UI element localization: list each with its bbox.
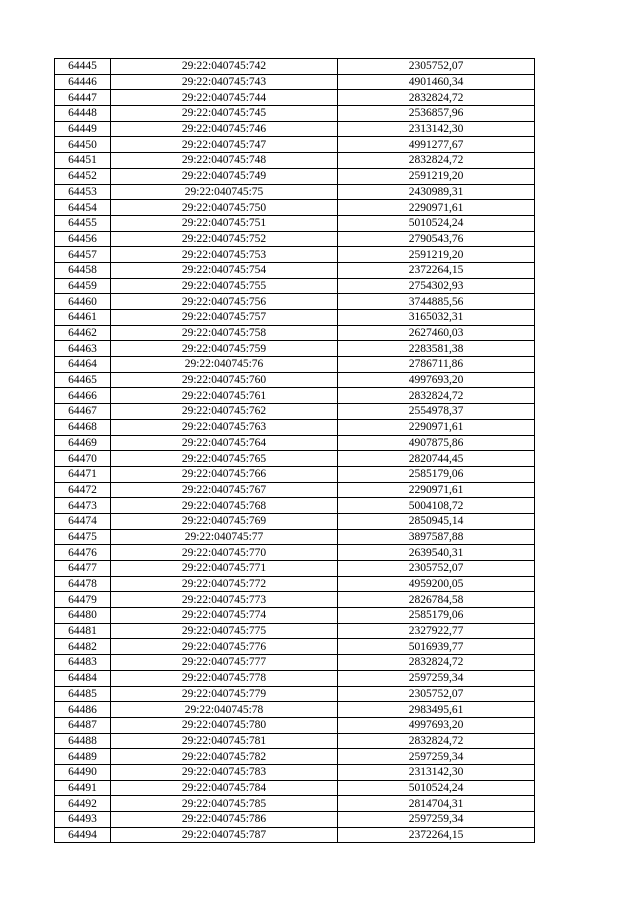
cadastral-number-cell: 29:22:040745:743 bbox=[111, 74, 338, 90]
table-row bbox=[55, 153, 535, 169]
table-row bbox=[55, 780, 535, 796]
row-number-cell: 64461 bbox=[55, 310, 111, 326]
row-number-cell: 64450 bbox=[55, 137, 111, 153]
value-cell: 2290971,61 bbox=[338, 419, 535, 435]
row-number-cell: 64456 bbox=[55, 231, 111, 247]
table-row bbox=[55, 419, 535, 435]
value-cell: 2327922,77 bbox=[338, 623, 535, 639]
row-number-cell: 64447 bbox=[55, 90, 111, 106]
cadastral-number-cell: 29:22:040745:77 bbox=[111, 529, 338, 545]
row-number-cell: 64462 bbox=[55, 325, 111, 341]
row-number-cell: 64473 bbox=[55, 498, 111, 514]
value-cell: 3165032,31 bbox=[338, 310, 535, 326]
table-row bbox=[55, 482, 535, 498]
table-row bbox=[55, 623, 535, 639]
table-row bbox=[55, 513, 535, 529]
cadastral-number-cell: 29:22:040745:78 bbox=[111, 702, 338, 718]
row-number-cell: 64457 bbox=[55, 247, 111, 263]
cadastral-number-cell: 29:22:040745:773 bbox=[111, 592, 338, 608]
cadastral-number-cell: 29:22:040745:785 bbox=[111, 796, 338, 812]
cadastral-number-cell: 29:22:040745:744 bbox=[111, 90, 338, 106]
value-cell: 2591219,20 bbox=[338, 247, 535, 263]
row-number-cell: 64458 bbox=[55, 262, 111, 278]
value-cell: 2597259,34 bbox=[338, 812, 535, 828]
value-cell: 2597259,34 bbox=[338, 749, 535, 765]
cadastral-number-cell: 29:22:040745:764 bbox=[111, 435, 338, 451]
value-cell: 4991277,67 bbox=[338, 137, 535, 153]
table-row bbox=[55, 639, 535, 655]
value-cell: 2430989,31 bbox=[338, 184, 535, 200]
table-row bbox=[55, 310, 535, 326]
value-cell: 2627460,03 bbox=[338, 325, 535, 341]
value-cell: 2290971,61 bbox=[338, 482, 535, 498]
value-cell: 2754302,93 bbox=[338, 278, 535, 294]
cadastral-number-cell: 29:22:040745:761 bbox=[111, 388, 338, 404]
cadastral-number-cell: 29:22:040745:783 bbox=[111, 764, 338, 780]
table-row bbox=[55, 827, 535, 843]
value-cell: 2832824,72 bbox=[338, 733, 535, 749]
table-row bbox=[55, 121, 535, 137]
value-cell: 3744885,56 bbox=[338, 294, 535, 310]
cadastral-number-cell: 29:22:040745:766 bbox=[111, 466, 338, 482]
cadastral-number-cell: 29:22:040745:777 bbox=[111, 655, 338, 671]
cadastral-number-cell: 29:22:040745:754 bbox=[111, 262, 338, 278]
row-number-cell: 64463 bbox=[55, 341, 111, 357]
row-number-cell: 64474 bbox=[55, 513, 111, 529]
cadastral-number-cell: 29:22:040745:767 bbox=[111, 482, 338, 498]
cadastral-number-cell: 29:22:040745:784 bbox=[111, 780, 338, 796]
table-row bbox=[55, 796, 535, 812]
row-number-cell: 64490 bbox=[55, 764, 111, 780]
value-cell: 5010524,24 bbox=[338, 780, 535, 796]
row-number-cell: 64455 bbox=[55, 215, 111, 231]
table-row bbox=[55, 702, 535, 718]
value-cell: 4997693,20 bbox=[338, 717, 535, 733]
cadastral-number-cell: 29:22:040745:779 bbox=[111, 686, 338, 702]
table-row bbox=[55, 59, 535, 75]
row-number-cell: 64451 bbox=[55, 153, 111, 169]
table-row bbox=[55, 608, 535, 624]
value-cell: 2591219,20 bbox=[338, 168, 535, 184]
row-number-cell: 64493 bbox=[55, 812, 111, 828]
table-row bbox=[55, 372, 535, 388]
cadastral-number-cell: 29:22:040745:772 bbox=[111, 576, 338, 592]
value-cell: 2832824,72 bbox=[338, 153, 535, 169]
row-number-cell: 64449 bbox=[55, 121, 111, 137]
cadastral-number-cell: 29:22:040745:782 bbox=[111, 749, 338, 765]
cadastral-number-cell: 29:22:040745:745 bbox=[111, 106, 338, 122]
table-row bbox=[55, 545, 535, 561]
table-row bbox=[55, 749, 535, 765]
cadastral-number-cell: 29:22:040745:781 bbox=[111, 733, 338, 749]
cadastral-number-cell: 29:22:040745:787 bbox=[111, 827, 338, 843]
table-row bbox=[55, 764, 535, 780]
value-cell: 2372264,15 bbox=[338, 827, 535, 843]
value-cell: 2814704,31 bbox=[338, 796, 535, 812]
table-row bbox=[55, 90, 535, 106]
value-cell: 2597259,34 bbox=[338, 670, 535, 686]
table-row bbox=[55, 325, 535, 341]
cadastral-number-cell: 29:22:040745:747 bbox=[111, 137, 338, 153]
value-cell: 2283581,38 bbox=[338, 341, 535, 357]
table-row bbox=[55, 106, 535, 122]
row-number-cell: 64460 bbox=[55, 294, 111, 310]
cadastral-number-cell: 29:22:040745:757 bbox=[111, 310, 338, 326]
row-number-cell: 64487 bbox=[55, 717, 111, 733]
table-row bbox=[55, 168, 535, 184]
row-number-cell: 64476 bbox=[55, 545, 111, 561]
table-row bbox=[55, 466, 535, 482]
value-cell: 4907875,86 bbox=[338, 435, 535, 451]
row-number-cell: 64481 bbox=[55, 623, 111, 639]
table-row bbox=[55, 357, 535, 373]
row-number-cell: 64479 bbox=[55, 592, 111, 608]
value-cell: 2372264,15 bbox=[338, 262, 535, 278]
row-number-cell: 64467 bbox=[55, 404, 111, 420]
row-number-cell: 64445 bbox=[55, 59, 111, 75]
cadastral-number-cell: 29:22:040745:748 bbox=[111, 153, 338, 169]
value-cell: 2786711,86 bbox=[338, 357, 535, 373]
table-body bbox=[55, 59, 535, 843]
cadastral-number-cell: 29:22:040745:752 bbox=[111, 231, 338, 247]
value-cell: 4959200,05 bbox=[338, 576, 535, 592]
table-row bbox=[55, 435, 535, 451]
table-row bbox=[55, 184, 535, 200]
table-row bbox=[55, 670, 535, 686]
cadastral-number-cell: 29:22:040745:763 bbox=[111, 419, 338, 435]
cadastral-number-cell: 29:22:040745:746 bbox=[111, 121, 338, 137]
value-cell: 2826784,58 bbox=[338, 592, 535, 608]
cadastral-number-cell: 29:22:040745:758 bbox=[111, 325, 338, 341]
value-cell: 3897587,88 bbox=[338, 529, 535, 545]
cadastral-number-cell: 29:22:040745:780 bbox=[111, 717, 338, 733]
table-row bbox=[55, 733, 535, 749]
row-number-cell: 64488 bbox=[55, 733, 111, 749]
table-row bbox=[55, 247, 535, 263]
row-number-cell: 64459 bbox=[55, 278, 111, 294]
value-cell: 2820744,45 bbox=[338, 451, 535, 467]
row-number-cell: 64477 bbox=[55, 561, 111, 577]
cadastral-number-cell: 29:22:040745:756 bbox=[111, 294, 338, 310]
cadastral-number-cell: 29:22:040745:775 bbox=[111, 623, 338, 639]
cadastral-number-cell: 29:22:040745:778 bbox=[111, 670, 338, 686]
cadastral-number-cell: 29:22:040745:776 bbox=[111, 639, 338, 655]
value-cell: 2585179,06 bbox=[338, 466, 535, 482]
cadastral-number-cell: 29:22:040745:765 bbox=[111, 451, 338, 467]
value-cell: 4901460,34 bbox=[338, 74, 535, 90]
cadastral-number-cell: 29:22:040745:753 bbox=[111, 247, 338, 263]
value-cell: 4997693,20 bbox=[338, 372, 535, 388]
row-number-cell: 64446 bbox=[55, 74, 111, 90]
cadastral-number-cell: 29:22:040745:750 bbox=[111, 200, 338, 216]
table-row bbox=[55, 404, 535, 420]
value-cell: 2832824,72 bbox=[338, 90, 535, 106]
row-number-cell: 64485 bbox=[55, 686, 111, 702]
row-number-cell: 64454 bbox=[55, 200, 111, 216]
row-number-cell: 64469 bbox=[55, 435, 111, 451]
value-cell: 2305752,07 bbox=[338, 59, 535, 75]
value-cell: 5010524,24 bbox=[338, 215, 535, 231]
value-cell: 5016939,77 bbox=[338, 639, 535, 655]
table-row bbox=[55, 561, 535, 577]
value-cell: 2313142,30 bbox=[338, 121, 535, 137]
cadastral-number-cell: 29:22:040745:769 bbox=[111, 513, 338, 529]
cadastral-number-cell: 29:22:040745:770 bbox=[111, 545, 338, 561]
value-cell: 2290971,61 bbox=[338, 200, 535, 216]
value-cell: 5004108,72 bbox=[338, 498, 535, 514]
table-row bbox=[55, 529, 535, 545]
row-number-cell: 64468 bbox=[55, 419, 111, 435]
table-row bbox=[55, 200, 535, 216]
value-cell: 2639540,31 bbox=[338, 545, 535, 561]
cadastral-number-cell: 29:22:040745:768 bbox=[111, 498, 338, 514]
value-cell: 2790543,76 bbox=[338, 231, 535, 247]
row-number-cell: 64480 bbox=[55, 608, 111, 624]
value-cell: 2585179,06 bbox=[338, 608, 535, 624]
value-cell: 2983495,61 bbox=[338, 702, 535, 718]
cadastral-number-cell: 29:22:040745:751 bbox=[111, 215, 338, 231]
cadastral-number-cell: 29:22:040745:75 bbox=[111, 184, 338, 200]
value-cell: 2554978,37 bbox=[338, 404, 535, 420]
value-cell: 2305752,07 bbox=[338, 561, 535, 577]
row-number-cell: 64464 bbox=[55, 357, 111, 373]
table-row bbox=[55, 717, 535, 733]
row-number-cell: 64489 bbox=[55, 749, 111, 765]
row-number-cell: 64494 bbox=[55, 827, 111, 843]
cadastral-number-cell: 29:22:040745:760 bbox=[111, 372, 338, 388]
table-row bbox=[55, 576, 535, 592]
row-number-cell: 64475 bbox=[55, 529, 111, 545]
table-row bbox=[55, 74, 535, 90]
table-row bbox=[55, 294, 535, 310]
cadastral-value-table bbox=[54, 58, 535, 843]
table-row bbox=[55, 231, 535, 247]
cadastral-number-cell: 29:22:040745:759 bbox=[111, 341, 338, 357]
cadastral-number-cell: 29:22:040745:76 bbox=[111, 357, 338, 373]
table-row bbox=[55, 341, 535, 357]
table-row bbox=[55, 812, 535, 828]
cadastral-number-cell: 29:22:040745:771 bbox=[111, 561, 338, 577]
value-cell: 2305752,07 bbox=[338, 686, 535, 702]
value-cell: 2832824,72 bbox=[338, 655, 535, 671]
row-number-cell: 64448 bbox=[55, 106, 111, 122]
value-cell: 2832824,72 bbox=[338, 388, 535, 404]
row-number-cell: 64472 bbox=[55, 482, 111, 498]
row-number-cell: 64471 bbox=[55, 466, 111, 482]
table-row bbox=[55, 498, 535, 514]
table-row bbox=[55, 655, 535, 671]
row-number-cell: 64482 bbox=[55, 639, 111, 655]
row-number-cell: 64492 bbox=[55, 796, 111, 812]
cadastral-number-cell: 29:22:040745:762 bbox=[111, 404, 338, 420]
cadastral-number-cell: 29:22:040745:749 bbox=[111, 168, 338, 184]
cadastral-number-cell: 29:22:040745:742 bbox=[111, 59, 338, 75]
value-cell: 2850945,14 bbox=[338, 513, 535, 529]
table-row bbox=[55, 137, 535, 153]
table-row bbox=[55, 278, 535, 294]
cadastral-number-cell: 29:22:040745:786 bbox=[111, 812, 338, 828]
row-number-cell: 64470 bbox=[55, 451, 111, 467]
row-number-cell: 64452 bbox=[55, 168, 111, 184]
cadastral-number-cell: 29:22:040745:755 bbox=[111, 278, 338, 294]
row-number-cell: 64483 bbox=[55, 655, 111, 671]
row-number-cell: 64491 bbox=[55, 780, 111, 796]
row-number-cell: 64466 bbox=[55, 388, 111, 404]
value-cell: 2536857,96 bbox=[338, 106, 535, 122]
table-row bbox=[55, 388, 535, 404]
row-number-cell: 64484 bbox=[55, 670, 111, 686]
table-row bbox=[55, 686, 535, 702]
table-row bbox=[55, 262, 535, 278]
cadastral-number-cell: 29:22:040745:774 bbox=[111, 608, 338, 624]
table-row bbox=[55, 592, 535, 608]
row-number-cell: 64486 bbox=[55, 702, 111, 718]
row-number-cell: 64465 bbox=[55, 372, 111, 388]
table-row bbox=[55, 451, 535, 467]
row-number-cell: 64478 bbox=[55, 576, 111, 592]
value-cell: 2313142,30 bbox=[338, 764, 535, 780]
table-row bbox=[55, 215, 535, 231]
row-number-cell: 64453 bbox=[55, 184, 111, 200]
